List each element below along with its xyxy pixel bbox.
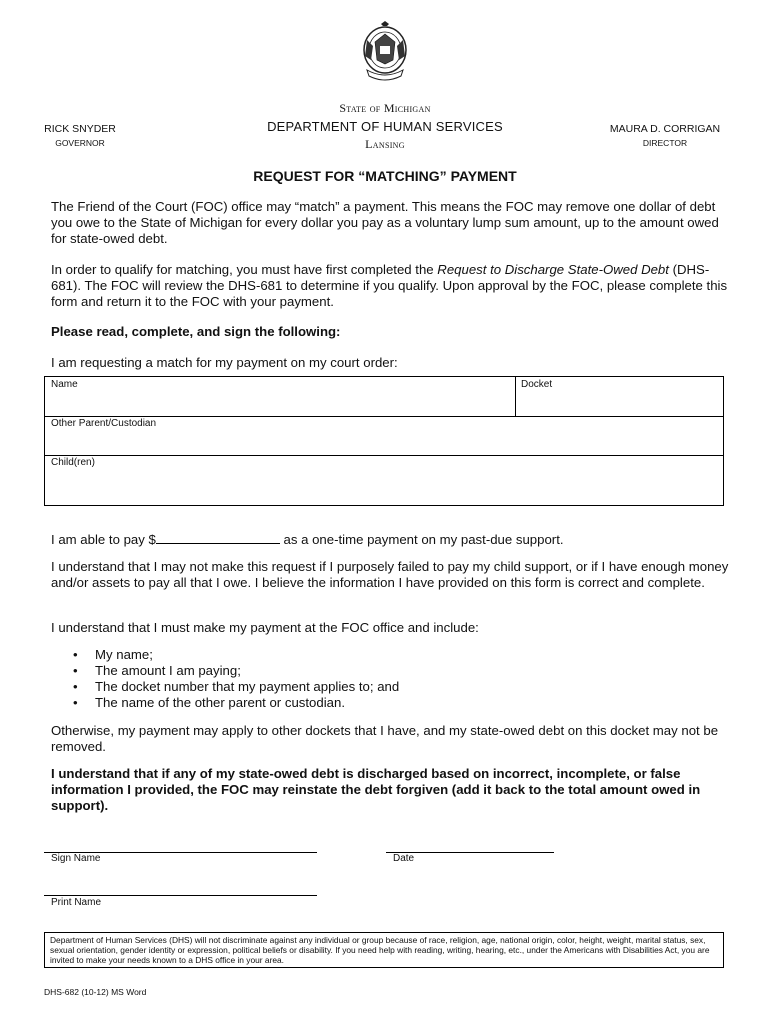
nondiscrimination-notice: Department of Human Services (DHS) will not discriminate against any individual or group because of race, religion, age, national origin, color, height, weight, marital status, sex, sexual orientation, gender identity or expression, political beliefs or disability. If you need help with reading, writing, hearing, etc., under the Americans with Disabilities Act, you are invited to make your needs known to a DHS office in your area.: [44, 932, 724, 968]
instructions-heading: Please read, complete, and sign the following:: [51, 324, 341, 339]
intro-paragraph-2: [51, 262, 731, 310]
sign-name-label: Sign Name: [51, 853, 101, 864]
name-field[interactable]: [51, 391, 506, 413]
intro-paragraph-1: The Friend of the Court (FOC) office may “match” a payment. This means the FOC may remove one dollar of debt you owe to the State of Michigan for every dollar you pay as a voluntary lump sum amount, up to the amount owed for state-owed debt.: [51, 199, 719, 246]
payment-amount-field[interactable]: [156, 531, 280, 544]
director-title: DIRECTOR: [642, 138, 688, 148]
date-field[interactable]: [386, 834, 554, 852]
intro-p2-before: In order to qualify for matching, you must have first completed the: [51, 262, 438, 277]
list-item: • The docket number that my payment applies to; and: [51, 679, 731, 695]
docket-field[interactable]: [521, 391, 716, 413]
include-list: [51, 647, 731, 711]
governor-name: RICK SNYDER: [44, 123, 116, 135]
print-name-line: [44, 895, 317, 896]
request-line: I am requesting a match for my payment on my court order:: [51, 355, 398, 370]
director-name: MAURA D. CORRIGAN: [609, 123, 721, 135]
department-name: DEPARTMENT OF HUMAN SERVICES: [267, 119, 503, 134]
column-divider: [515, 377, 516, 416]
intro-p2-italic: Request to Discharge State-Owed Debt: [437, 262, 669, 277]
other-parent-label: Other Parent/Custodian: [51, 418, 157, 429]
print-name-field[interactable]: [44, 877, 317, 895]
city-line: Lansing: [365, 137, 405, 151]
otherwise-paragraph: Otherwise, my payment may apply to other dockets that I have, and my state-owed debt on this docket may not be removed.: [51, 723, 719, 754]
understand-paragraph-1: I understand that I may not make this request if I purposely failed to pay my child support, or if I have enough money and/or assets to pay all that I owe. I believe the information I have provided on this form is correct and complete.: [51, 559, 729, 590]
form-number: DHS-682 (10-12) MS Word: [44, 987, 147, 997]
payment-before: I am able to pay $: [51, 532, 156, 547]
children-row: [45, 455, 723, 505]
other-parent-row: [45, 416, 723, 456]
state-line: State of Michigan: [339, 101, 431, 115]
governor-title: GOVERNOR: [55, 138, 105, 148]
print-name-label: Print Name: [51, 897, 102, 908]
payment-line: [51, 531, 731, 548]
sign-name-field[interactable]: [44, 834, 317, 852]
payment-after: as a one-time payment on my past-due support.: [279, 532, 564, 547]
name-docket-row: [45, 377, 723, 417]
name-label: Name: [51, 379, 78, 390]
list-item: • The amount I am paying;: [51, 663, 731, 679]
list-item: • My name;: [51, 647, 731, 663]
children-label: Child(ren): [51, 457, 95, 468]
children-field[interactable]: [51, 469, 716, 501]
docket-label: Docket: [521, 379, 553, 390]
form-title: REQUEST FOR “MATCHING” PAYMENT: [253, 168, 517, 184]
michigan-state-seal-icon: [359, 20, 411, 84]
understand-paragraph-2: I understand that I must make my payment at the FOC office and include:: [51, 620, 479, 635]
court-order-fields: [44, 376, 724, 506]
warning-paragraph: I understand that if any of my state-owed debt is discharged based on incorrect, incomplete, or false information I provided, the FOC may reinstate the debt forgiven (add it back to the total amount owed in support).: [51, 766, 701, 813]
intro-p2-after: (DHS-681). The FOC will review the DHS-681 to determine if you qualify. Upon approval by the FOC, please complete this form and return it to the FOC with your payment.: [51, 262, 728, 309]
date-label: Date: [393, 853, 415, 864]
other-parent-field[interactable]: [51, 430, 716, 452]
list-item: • The name of the other parent or custodian.: [51, 695, 731, 711]
